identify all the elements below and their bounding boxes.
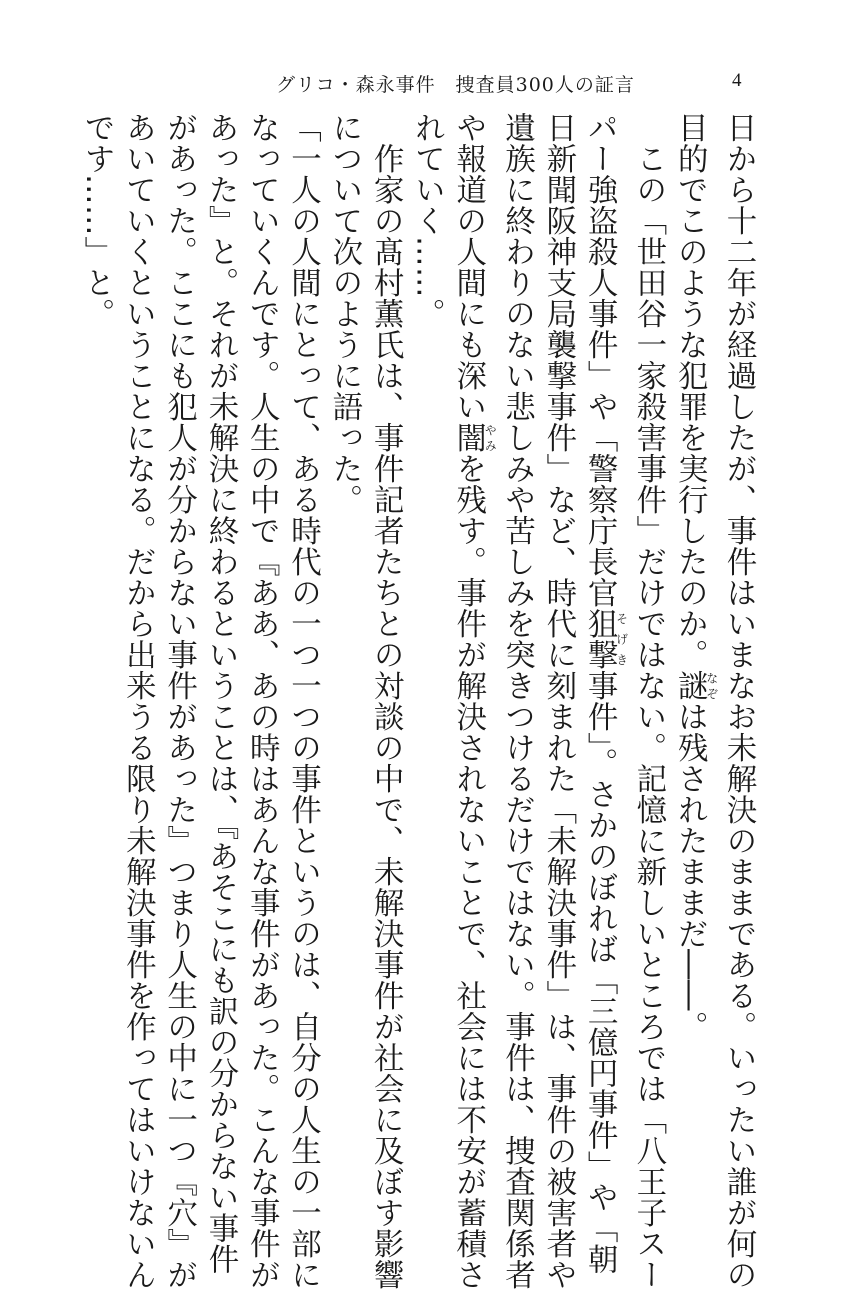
text-line-8: れていく……。 [409,112,445,329]
ruby-nazo: 謎なぞ [672,670,719,701]
ruby-yami: 闇やみ [450,422,498,453]
text-line-2-tail: は残されたままだ――。 [672,701,708,1042]
text-line-1: 日から十二年が経過したが、事件はいまなお未解決のままである。いったい誰が何の [721,112,756,1290]
text-line-7-head: や報道の人間にも深い [450,112,486,422]
text-line-13: あった』と。それが未解決に終わるということは、『あそこにも訳の分からない事件 [202,112,238,1275]
text-line-9: 作家の髙村薫氏は、事件記者たちとの対談の中で、未解決事件が社会に及ぼす影響 [368,112,404,1290]
body-text [76,112,759,1290]
text-line-3: この「世田谷一家殺害事件」だけではない。記憶に新しいところでは「八王子スー [630,112,666,1290]
text-line-12: なっていくんです。人生の中で『ああ、あの時はあんな事件があった。こんな事件が [244,112,280,1290]
text-line-2-head: 目的でこのような犯罪を実行したのか。 [672,112,708,670]
text-line-4-tail: 事件」。さかのぼれば「三億円事件」や「朝 [582,670,618,1275]
text-line-14: があった。ここにも犯人が分からない事件があった』つまり人生の中に一つ『穴』が [161,112,197,1290]
running-header [0,70,841,94]
text-line-7 [447,112,498,1290]
text-line-7-tail: を残す。事件が解決されないことで、社会には不安が蓄積さ [450,453,486,1290]
text-line-16: です……」と。 [79,112,115,329]
text-line-11: 「一人の人間にとって、ある時代の一つ一つの事件というのは、自分の人生の一部に [285,112,321,1290]
ruby-sogeki: 狙撃そげき [582,608,629,670]
text-line-5: 日新聞阪神支局襲撃事件」など、時代に刻まれた「未解決事件」は、事件の被害者や [540,112,576,1290]
text-line-15: あいていくということになる。だから出来うる限り未解決事件を作ってはいけないん [120,112,156,1290]
text-line-4-head: パー強盗殺人事件」や「警察庁長官 [582,112,618,608]
text-line-4 [579,112,629,1275]
text-line-6: 遺族に終わりのない悲しみや苦しみを突きつけるだけではない。事件は、捜査関係者 [499,112,535,1290]
running-title: グリコ・森永事件 捜査員300人の証言 [276,74,635,96]
text-line-2 [669,112,718,1112]
text-line-10: について次のように語った。 [326,112,362,515]
page-number: 4 [732,70,742,91]
